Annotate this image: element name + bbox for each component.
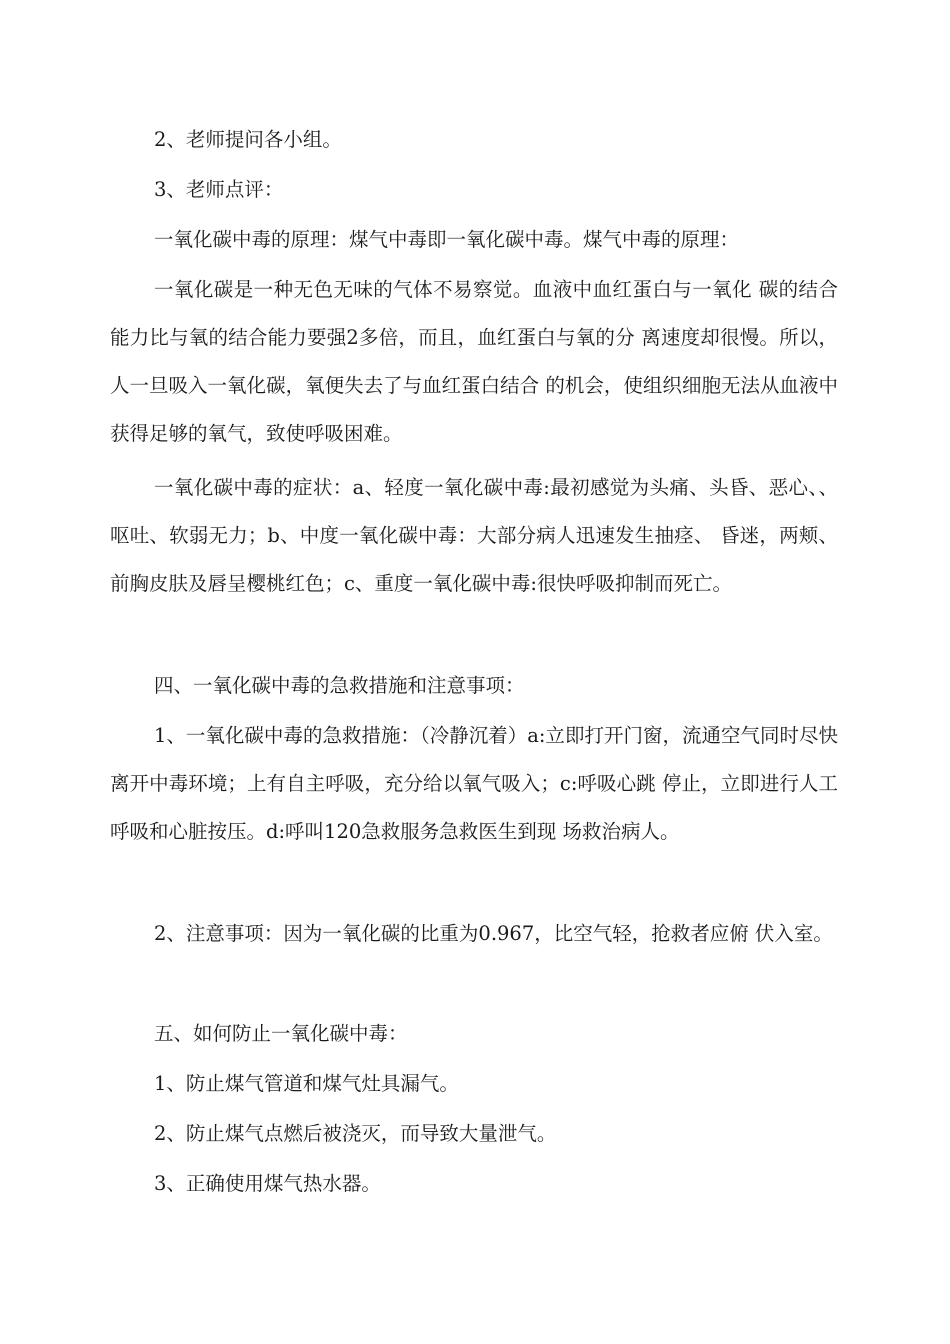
paragraph-prevention-item-2: 2、防止煤气点燃后被浇灭，而导致大量泄气。 [154,1122,557,1145]
paragraph-prevention-item-3: 3、正确使用煤气热水器。 [154,1172,381,1195]
paragraph-teacher-questions: 2、老师提问各小组。 [154,128,342,151]
paragraph-first-aid-measures: 1、一氧化碳中毒的急救措施：（冷静沉着）a:立即打开门窗，流通空气同时尽快离开中毒环境；上有自主呼吸，充分给以氧气吸入；c:呼吸心跳 停止，立即进行人工呼吸和心脏按压。d:呼叫120急救服务急救医生到现 场救治病人。 [110,724,838,843]
paragraph-teacher-comments: 3、老师点评： [154,178,284,201]
paragraph-symptoms: 一氧化碳中毒的症状：a、轻度一氧化碳中毒:最初感觉为头痛、头昏、恶心、、呕吐、软弱无力；b、中度一氧化碳中毒：大部分病人迅速发生抽痉、 昏迷，两颊、前胸皮肤及唇呈樱桃红色；c、重度一氧化碳中毒:很快呼吸抑制而死亡。 [110,476,838,595]
paragraph-prevention-item-1: 1、防止煤气管道和煤气灶具漏气。 [154,1072,459,1095]
paragraph-first-aid-heading: 四、一氧化碳中毒的急救措施和注意事项： [154,674,525,697]
paragraph-precautions: 2、注意事项：因为一氧化碳的比重为0.967，比空气轻，抢救者应俯 伏入室。 [154,922,833,945]
paragraph-poisoning-principle-heading: 一氧化碳中毒的原理：煤气中毒即一氧化碳中毒。煤气中毒的原理： [154,228,740,251]
paragraph-poisoning-principle-body: 一氧化碳是一种无色无味的气体不易察觉。血液中血红蛋白与一氧化 碳的结合能力比与氧的结合能力要强2多倍，而且，血红蛋白与氧的分 离速度却很慢。所以，人一旦吸入一氧化碳，氧便失去了与血红蛋白结合 的机会，使组织细胞无法从血液中获得足够的氧气，致使呼吸困难。 [110,278,838,445]
paragraph-prevention-heading: 五、如何防止一氧化碳中毒： [154,1022,408,1045]
